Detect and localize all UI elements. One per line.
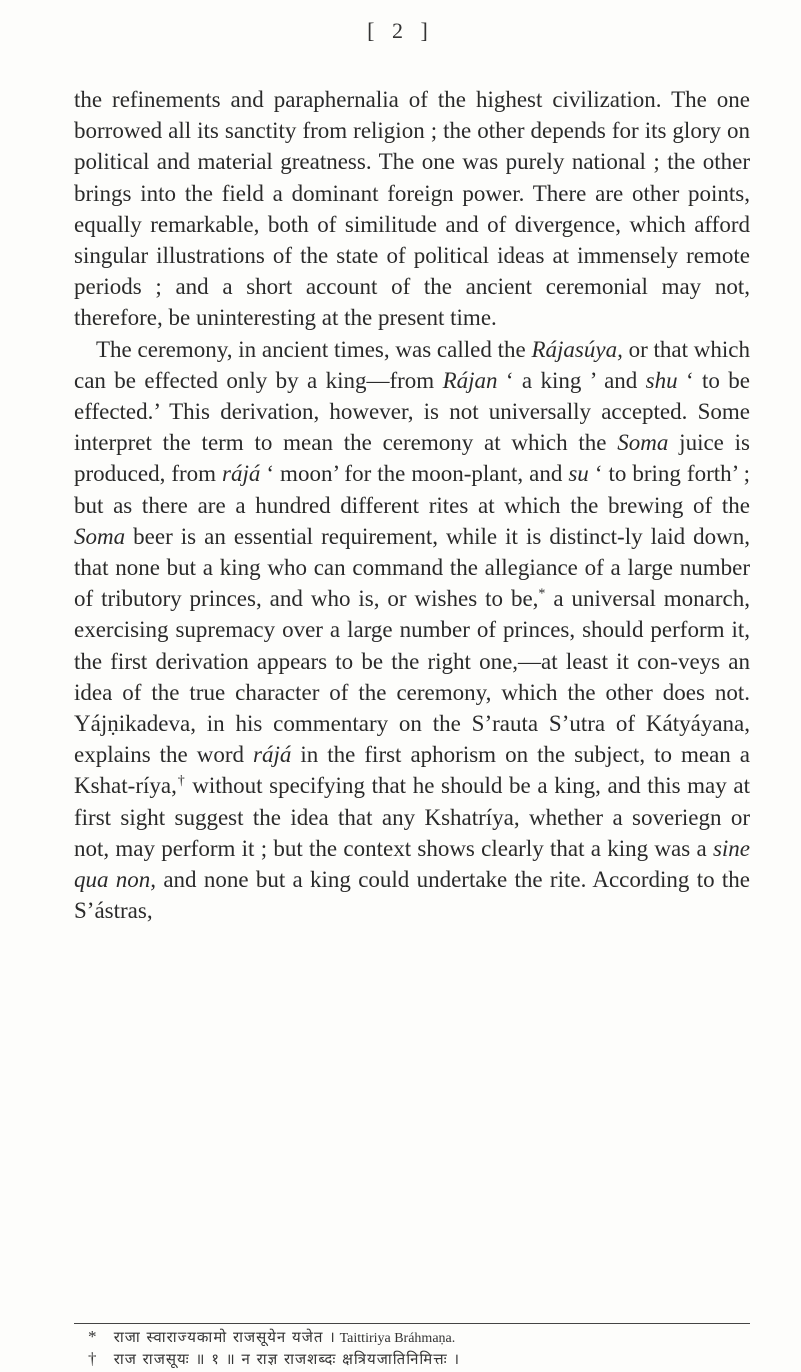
term-raja: rájá (222, 461, 261, 487)
paragraph-2 (74, 334, 750, 927)
term-shu: shu (645, 367, 678, 393)
main-text (74, 84, 750, 926)
p2-text-2: or that which can be effected only by a king—from (74, 336, 751, 393)
footnote-1 (88, 1327, 750, 1349)
page-number: [ 2 ] (367, 18, 434, 43)
p2-text-8: beer is an essential requirement, while it is distinct-ly laid down, that none but a king who can command the allegiance of a large number of tributory princes, and who is, or wishes to be, (74, 523, 750, 612)
p2-text-3: ‘ a king ’ and (497, 367, 646, 393)
footnotes (88, 1327, 750, 1370)
footnote-1-mark: * (88, 1327, 97, 1346)
footnote-ref-star: * (538, 586, 546, 602)
term-soma-2: Soma (74, 523, 126, 549)
footnote-2 (88, 1349, 750, 1370)
term-raja-2: rájá (253, 742, 292, 768)
term-soma: Soma (617, 430, 669, 456)
footnote-1-sanskrit: राजा स्वाराज्यकामो राजसूयेन यजेत । (113, 1328, 336, 1346)
footnote-1-source: Taittiriya Bráhmaṇa. (339, 1331, 456, 1346)
p2-text-11: without specifying that he should be a king, and this may at first sight suggest the idea that any Kshatríya, whether a soveriegn or not, may perform it ; but the context shows clearly that a king was a (74, 773, 750, 861)
p2-text-7: ‘ to bring forth’ ; but as there are a hundred different rites at which the brewing of the (74, 461, 750, 518)
footnote-ref-dagger: † (176, 773, 186, 789)
p2-text-5: juice is produced, from (74, 430, 750, 487)
p2-text-9: a universal monarch, exercising supremacy over a large number of princes, should perform it, the first derivation appears to be the right one,—at least it con-veys an idea of the true character of the ceremony, which the other does not. Yájṇikadeva, in his commentary on the S’rauta S’utra of Kátyáyana, explains the word (74, 586, 751, 768)
p2-text-12: and none but a king could undertake the rite. According to the S’ástras, (74, 867, 750, 924)
term-sine-qua-non: sine qua non, (74, 835, 750, 893)
p2-text-10: in the first aphorism on the subject, to mean a Kshat-ríya, (74, 742, 751, 799)
footnote-divider (74, 1323, 750, 1324)
p2-text-4: ‘ to be effected.’ This derivation, however, is not universally accepted. Some interpret the term to mean the ceremony at which the (74, 367, 750, 456)
p2-text-1: The ceremony, in ancient times, was called the (96, 336, 532, 362)
p2-text-6: ‘ moon’ for the moon-plant, and (260, 461, 569, 487)
paragraph-1: the refinements and paraphernalia of the highest civilization. The one borrowed all its sanctity from religion ; the other depends for its glory on political and material greatness. The one was purely national ; the other brings into the field a dominant foreign power. There are other points, equally remarkable, both of similitude and of divergence, which afford singular illustrations of the state of political ideas at immensely remote periods ; and a short account of the ancient ceremonial may not, therefore, be uninteresting at the present time. (74, 87, 750, 331)
footnote-2-mark: † (88, 1349, 97, 1368)
footnote-2-sanskrit: राज राजसूयः ॥ १ ॥ न राज्ञ राजशब्दः क्षत्रियजातिनिमित्तः । (113, 1350, 461, 1368)
term-rajan: Rájan (442, 367, 498, 393)
term-rajasuya: Rájasúya, (531, 336, 623, 362)
term-su: su (568, 461, 589, 487)
